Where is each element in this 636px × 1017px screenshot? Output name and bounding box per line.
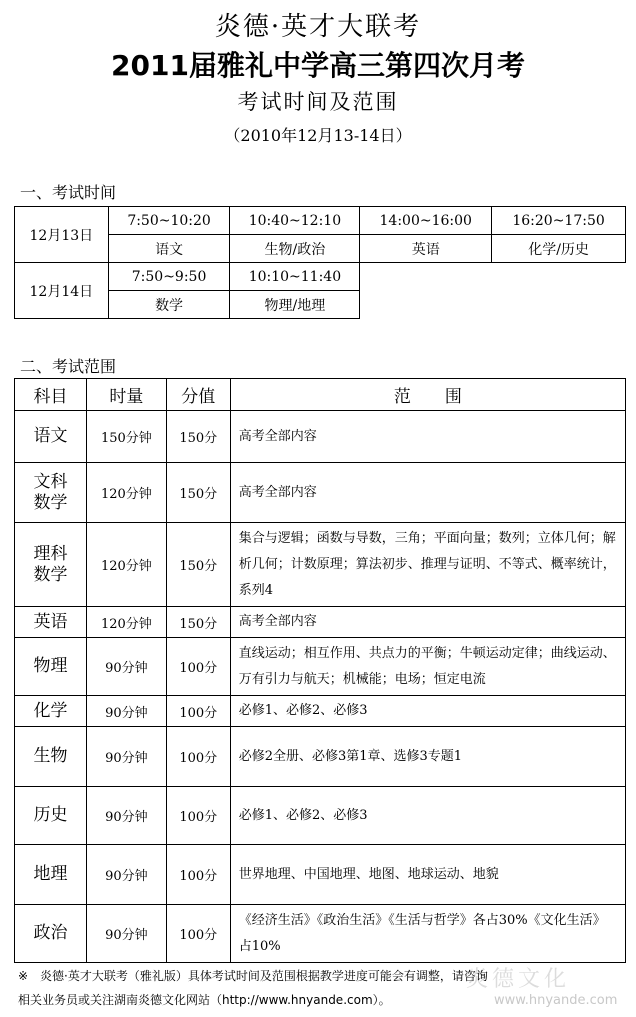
duration: 90分钟 xyxy=(86,696,166,727)
table-row xyxy=(15,905,626,963)
range: 必修2全册、必修3第1章、选修3专题1 xyxy=(230,727,625,787)
scope-heading: 二、考试范围 xyxy=(20,357,117,376)
range: 世界地理、中国地理、地图、地球运动、地貌 xyxy=(230,845,625,905)
range: 集合与逻辑；函数与导数，三角；平面向量；数列；立体几何；解析几何；计数原理；算法初步、推理与证明、不等式、概率统计，系列4 xyxy=(230,523,625,607)
table-row xyxy=(15,411,626,463)
score: 100分 xyxy=(166,845,230,905)
score: 150分 xyxy=(166,463,230,523)
time-cell: 7:50~10:20 xyxy=(108,207,230,235)
header-subtitle-2: 考试时间及范围 xyxy=(237,90,399,114)
duration: 90分钟 xyxy=(86,638,166,696)
schedule-table xyxy=(14,206,626,319)
subject-label: 理科数学 xyxy=(33,544,68,585)
header-subject: 科目 xyxy=(15,379,87,411)
range: 直线运动；相互作用、共点力的平衡；牛顿运动定律；曲线运动、万有引力与航天；机械能；电场；恒定电流 xyxy=(230,638,625,696)
duration: 90分钟 xyxy=(86,787,166,845)
duration: 120分钟 xyxy=(86,463,166,523)
subject-cell: 生物/政治 xyxy=(230,235,360,263)
header-range: 范 围 xyxy=(230,379,625,411)
range: 必修1、必修2、必修3 xyxy=(230,787,625,845)
duration: 150分钟 xyxy=(86,411,166,463)
subject-cell: 数学 xyxy=(108,291,230,319)
table-header-row xyxy=(15,379,626,411)
scope-table xyxy=(14,378,626,963)
table-row xyxy=(15,845,626,905)
empty-cell xyxy=(360,263,626,319)
exam-date: （2010年12月13-14日） xyxy=(224,126,412,145)
subject-name: 物理 xyxy=(15,638,87,696)
score: 150分 xyxy=(166,607,230,638)
time-cell: 10:10~11:40 xyxy=(230,263,360,291)
subject-cell: 化学/历史 xyxy=(492,235,626,263)
score: 100分 xyxy=(166,696,230,727)
watermark-url: www.hnyande.com xyxy=(494,993,618,1008)
header-subtitle: 炎德·英才大联考 xyxy=(214,12,422,42)
subject-name: 化学 xyxy=(15,696,87,727)
score: 100分 xyxy=(166,905,230,963)
subject-cell: 物理/地理 xyxy=(230,291,360,319)
table-row xyxy=(15,787,626,845)
page-title: 2011届雅礼中学高三第四次月考 xyxy=(111,49,525,82)
day-2-date: 12月14日 xyxy=(15,263,109,319)
schedule-heading: 一、考试时间 xyxy=(20,183,117,202)
table-row xyxy=(15,607,626,638)
range: 《经济生活》《政治生活》《生活与哲学》各占30%《文化生活》占10% xyxy=(230,905,625,963)
header-duration: 时量 xyxy=(86,379,166,411)
duration: 120分钟 xyxy=(86,523,166,607)
table-row xyxy=(15,207,626,235)
table-row xyxy=(15,727,626,787)
range: 高考全部内容 xyxy=(230,607,625,638)
duration: 90分钟 xyxy=(86,845,166,905)
subject-cell: 语文 xyxy=(108,235,230,263)
subject-name: 生物 xyxy=(15,727,87,787)
score: 100分 xyxy=(166,787,230,845)
range: 高考全部内容 xyxy=(230,411,625,463)
header-score: 分值 xyxy=(166,379,230,411)
watermark-text: 炎德文化 xyxy=(466,967,571,992)
duration: 90分钟 xyxy=(86,905,166,963)
duration: 90分钟 xyxy=(86,727,166,787)
time-cell: 14:00~16:00 xyxy=(360,207,492,235)
table-row xyxy=(15,696,626,727)
table-row xyxy=(15,463,626,523)
score: 100分 xyxy=(166,638,230,696)
subject-name: 地理 xyxy=(15,845,87,905)
subject-cell: 英语 xyxy=(360,235,492,263)
time-cell: 16:20~17:50 xyxy=(492,207,626,235)
score: 100分 xyxy=(166,727,230,787)
footer-note xyxy=(18,964,626,1012)
subject-name xyxy=(15,463,87,523)
score: 150分 xyxy=(166,523,230,607)
day-1-date: 12月13日 xyxy=(15,207,109,263)
table-row xyxy=(15,523,626,607)
subject-name: 历史 xyxy=(15,787,87,845)
subject-name: 语文 xyxy=(15,411,87,463)
subject-name xyxy=(15,523,87,607)
footer-note-line-2: 相关业务员或关注湖南炎德文化网站（http://www.hnyande.com）。 xyxy=(18,993,391,1007)
range: 高考全部内容 xyxy=(230,463,625,523)
time-cell: 7:50~9:50 xyxy=(108,263,230,291)
footer-note-line-1: ※ 炎德·英才大联考（雅礼版）具体考试时间及范围根据教学进度可能会有调整，请咨询 xyxy=(18,969,488,983)
range: 必修1、必修2、必修3 xyxy=(230,696,625,727)
duration: 120分钟 xyxy=(86,607,166,638)
subject-label: 文科数学 xyxy=(33,472,68,513)
table-row xyxy=(15,638,626,696)
subject-name: 政治 xyxy=(15,905,87,963)
score: 150分 xyxy=(166,411,230,463)
time-cell: 10:40~12:10 xyxy=(230,207,360,235)
subject-name: 英语 xyxy=(15,607,87,638)
table-row xyxy=(15,263,626,291)
